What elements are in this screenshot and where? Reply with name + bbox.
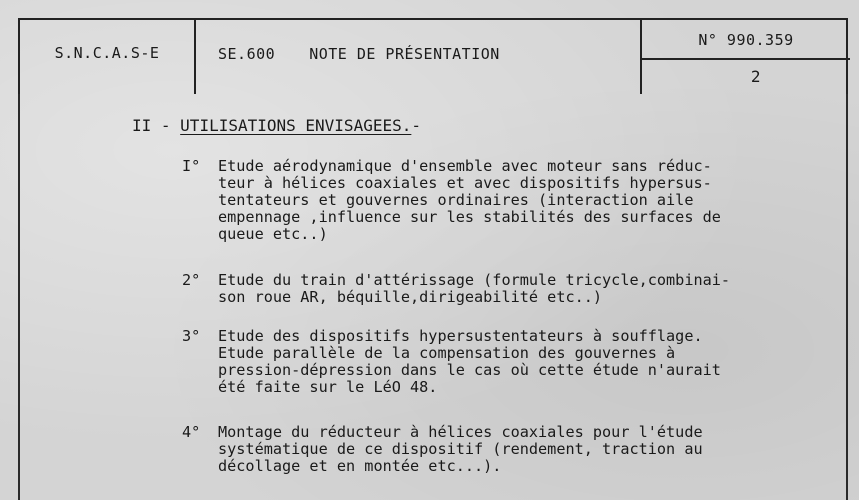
reference-cell — [642, 20, 850, 94]
list-item — [182, 423, 703, 475]
item-number: 3° — [182, 327, 201, 345]
page-number: 2 — [750, 67, 762, 86]
item-line: Montage du réducteur à hélices coaxiales pour l'étude — [218, 423, 703, 441]
left-border-rule — [18, 94, 20, 500]
item-number: 2° — [182, 271, 201, 289]
list-item — [182, 327, 721, 396]
item-line: pression-dépression dans le cas où cette étude n'aurait — [218, 361, 721, 379]
item-line: décollage et en montée etc...). — [218, 457, 502, 475]
reference-number: N° 990.359 — [642, 20, 850, 60]
item-line: empennage ,influence sur les stabilités des surfaces de — [218, 208, 721, 226]
item-line: queue etc..) — [218, 225, 328, 243]
org-name: S.N.C.A.S-E — [54, 44, 160, 62]
title-cell — [196, 20, 642, 94]
list-item — [182, 157, 721, 243]
item-line: son roue AR, béquille,dirigeabilité etc..) — [218, 288, 603, 306]
section-title-text: UTILISATIONS ENVISAGEES. — [180, 116, 412, 135]
item-line: Etude aérodynamique d'ensemble avec moteur sans réduc- — [218, 157, 712, 175]
item-line: été faite sur le LéO 48. — [218, 378, 438, 396]
item-line: Etude des dispositifs hypersustentateurs à soufflage. — [218, 327, 703, 345]
header-table — [18, 18, 848, 94]
item-number: I° — [182, 157, 201, 175]
section-heading — [132, 116, 421, 135]
item-line: teur à hélices coaxiales et avec dispositifs hypersus- — [218, 174, 712, 192]
item-line: Etude parallèle de la compensation des gouvernes à — [218, 344, 676, 362]
document-title: NOTE DE PRÉSENTATION — [309, 45, 500, 63]
item-line: systématique de ce dispositif (rendement, traction au — [218, 440, 703, 458]
section-title-trail: - — [411, 116, 421, 135]
item-line: Etude du train d'attérissage (formule tricycle,combinai- — [218, 271, 731, 289]
list-item — [182, 271, 731, 306]
org-cell — [20, 20, 196, 94]
right-border-rule — [846, 94, 848, 500]
section-numeral: II - — [132, 116, 171, 135]
model-name: SE.600 — [218, 45, 276, 63]
item-number: 4° — [182, 423, 201, 441]
item-line: tentateurs et gouvernes ordinaires (interaction aile — [218, 191, 694, 209]
